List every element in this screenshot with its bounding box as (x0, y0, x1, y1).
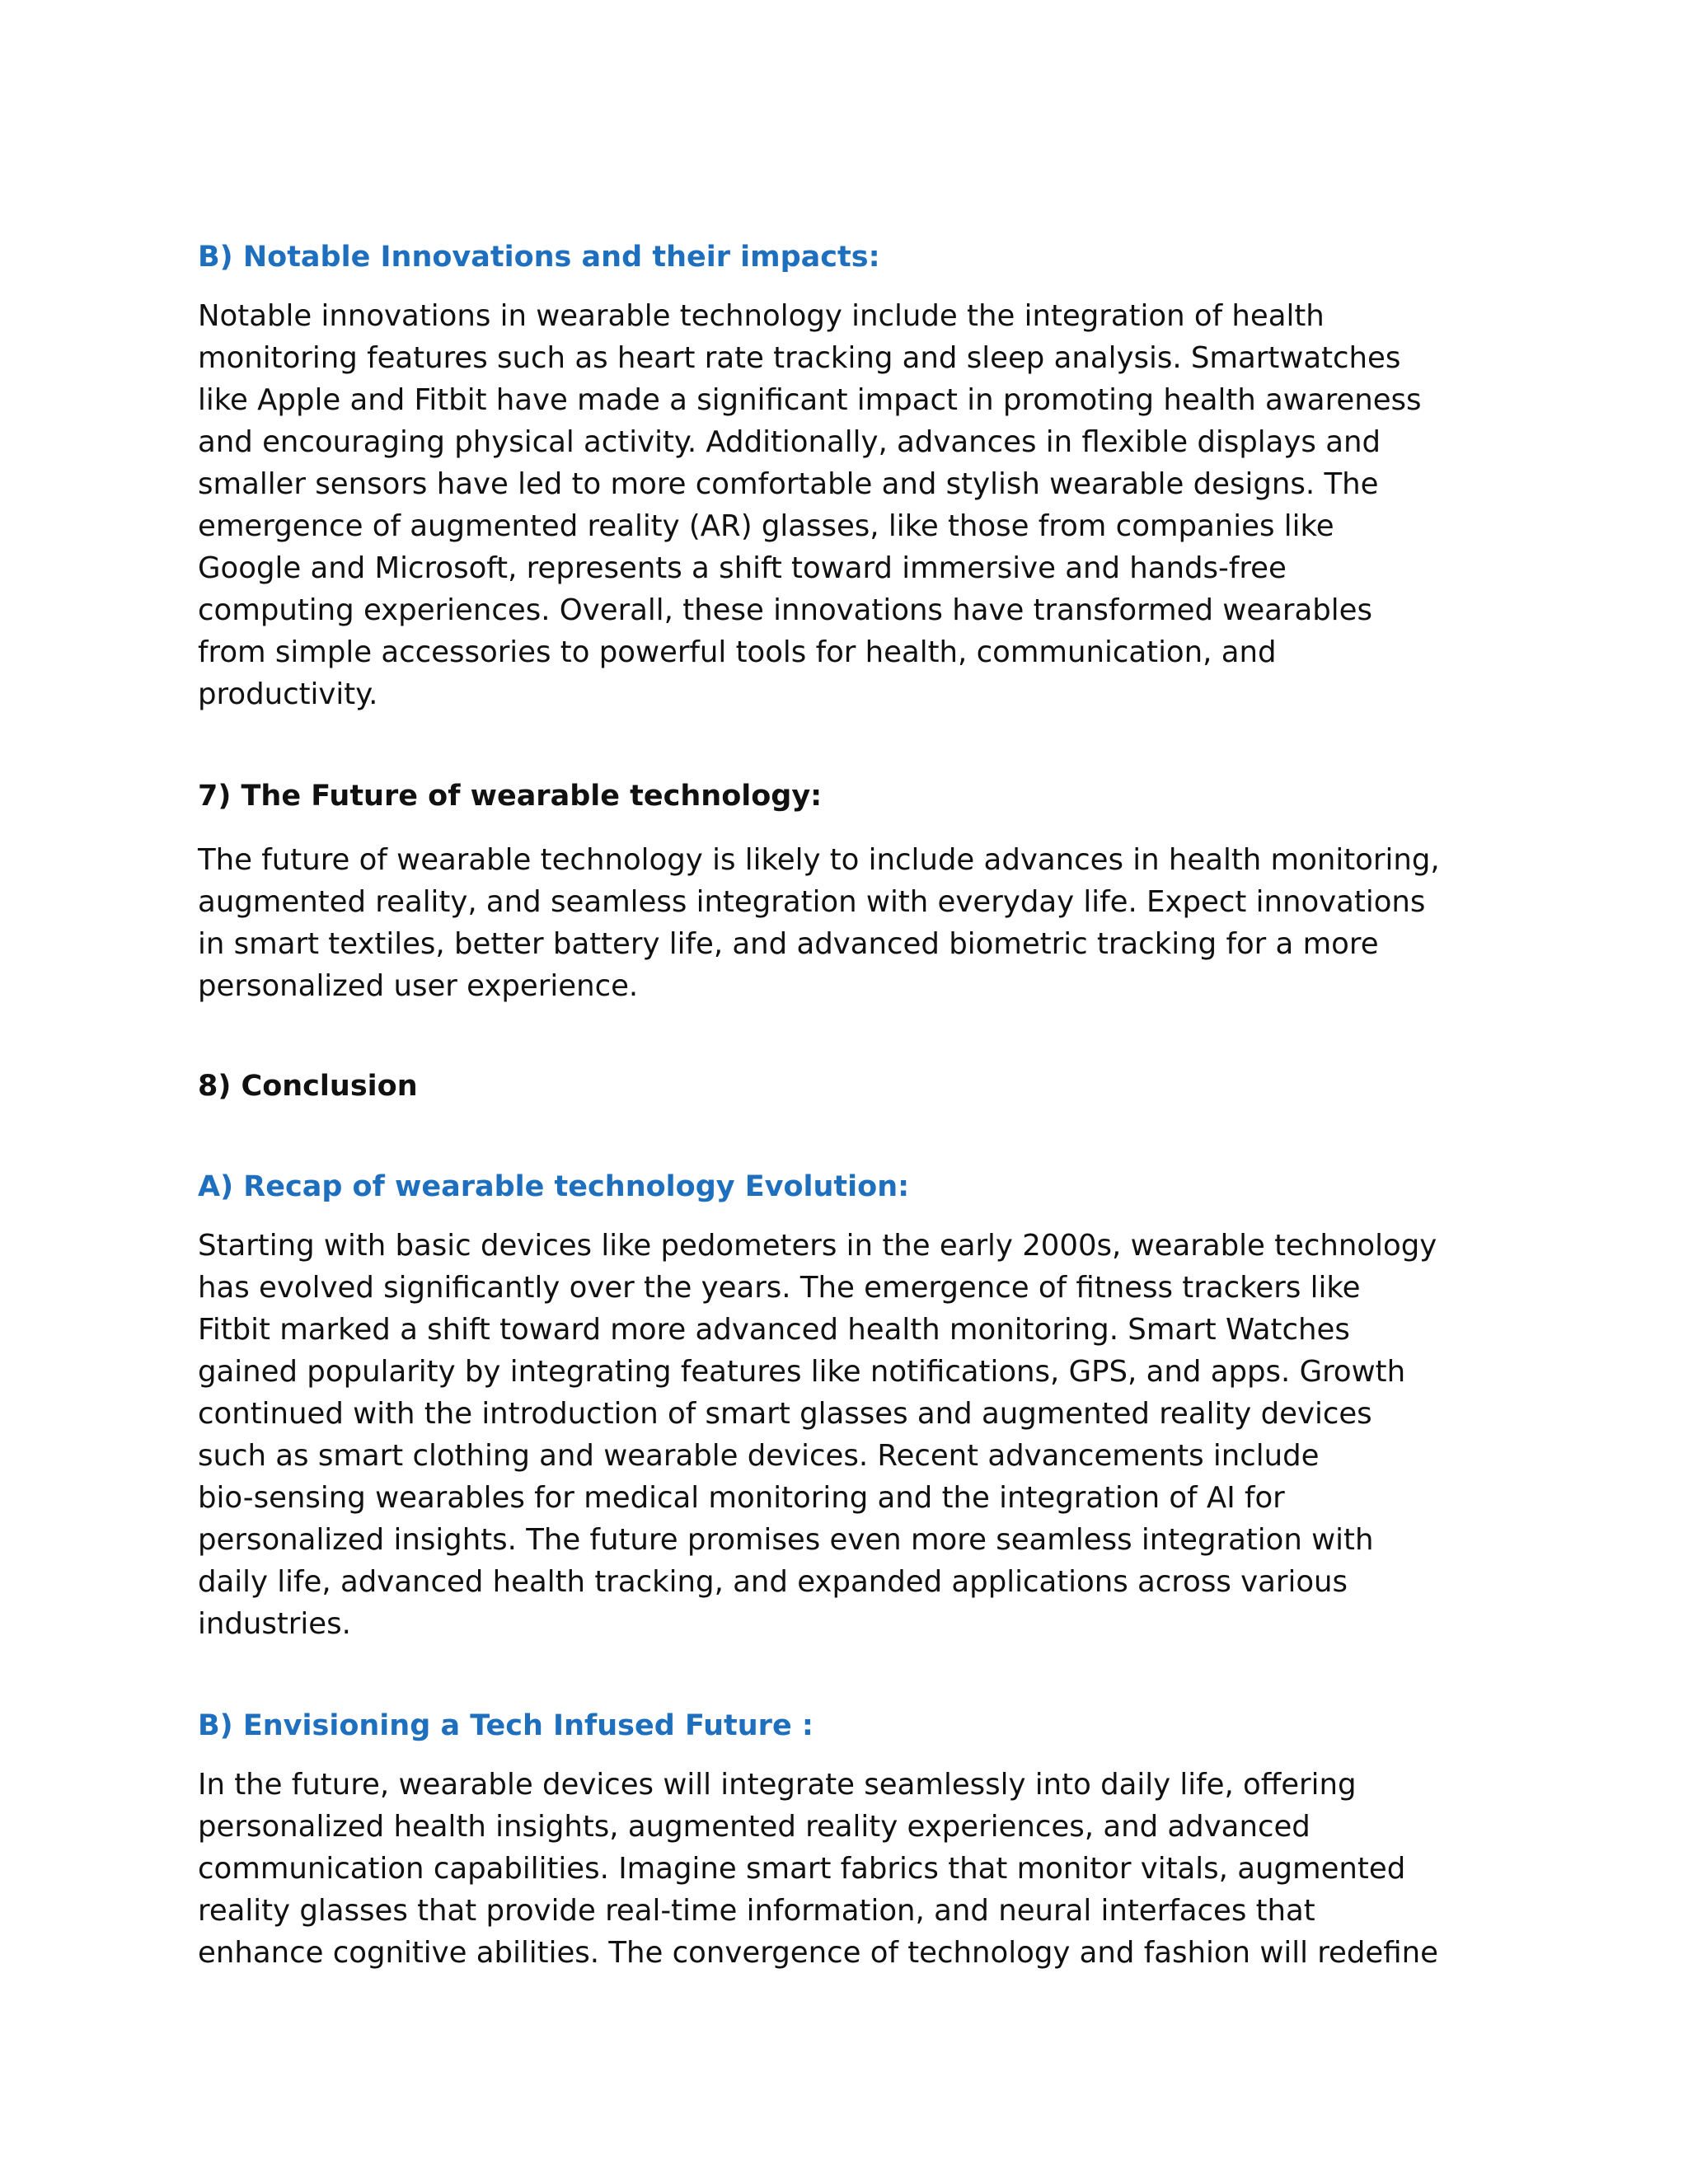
text-line: from simple accessories to powerful tools for health, communication, and (198, 635, 1277, 669)
text-line: such as smart clothing and wearable devices. Recent advancements include (198, 1439, 1320, 1473)
text-line: industries. (198, 1607, 351, 1641)
section-heading: 8) Conclusion (198, 1070, 418, 1103)
text-line: personalized insights. The future promises even more seamless integration with (198, 1523, 1374, 1557)
text-line: augmented reality, and seamless integration with everyday life. Expect innovations (198, 885, 1426, 919)
text-line: daily life, advanced health tracking, and expanded applications across various (198, 1565, 1348, 1599)
text-line: productivity. (198, 677, 378, 711)
text-line: gained popularity by integrating features like notifications, GPS, and apps. Growth (198, 1355, 1406, 1389)
text-line: smaller sensors have led to more comfortable and stylish wearable designs. The (198, 467, 1379, 501)
paragraph-recap (198, 1225, 1533, 1645)
text-line: In the future, wearable devices will integrate seamlessly into daily life, offering (198, 1768, 1357, 1802)
text-line: The future of wearable technology is likely to include advances in health monitoring, (198, 843, 1440, 877)
section-heading: 7) The Future of wearable technology: (198, 780, 823, 813)
text-line: Starting with basic devices like pedometers in the early 2000s, wearable technology (198, 1229, 1437, 1263)
section-heading: B) Envisioning a Tech Infused Future : (198, 1709, 814, 1742)
text-line: and encouraging physical activity. Additionally, advances in flexible displays and (198, 425, 1381, 459)
section-conclusion (198, 1068, 1533, 1104)
text-line: bio-sensing wearables for medical monitoring and the integration of AI for (198, 1481, 1285, 1515)
section-envisioning (198, 1708, 1533, 1744)
text-line: in smart textiles, better battery life, and advanced biometric tracking for a more (198, 927, 1379, 961)
paragraph-notable-innovations (198, 295, 1533, 715)
section-heading: B) Notable Innovations and their impacts: (198, 241, 880, 274)
text-line: personalized health insights, augmented reality experiences, and advanced (198, 1810, 1311, 1844)
text-line: communication capabilities. Imagine smart fabrics that monitor vitals, augmented (198, 1852, 1406, 1886)
text-line: like Apple and Fitbit have made a significant impact in promoting health awareness (198, 383, 1422, 417)
text-line: computing experiences. Overall, these innovations have transformed wearables (198, 593, 1373, 627)
section-notable-innovations (198, 239, 1533, 275)
text-line: Google and Microsoft, represents a shift toward immersive and hands-free (198, 551, 1287, 585)
text-line: continued with the introduction of smart glasses and augmented reality devices (198, 1397, 1372, 1431)
section-recap (198, 1169, 1533, 1205)
text-line: reality glasses that provide real-time information, and neural interfaces that (198, 1894, 1315, 1928)
text-line: monitoring features such as heart rate tracking and sleep analysis. Smartwatches (198, 341, 1401, 375)
text-line: personalized user experience. (198, 969, 639, 1003)
text-line: Fitbit marked a shift toward more advanced health monitoring. Smart Watches (198, 1313, 1350, 1347)
text-line: has evolved significantly over the years. The emergence of fitness trackers like (198, 1271, 1361, 1305)
section-heading: A) Recap of wearable technology Evolution: (198, 1170, 910, 1203)
text-line: Notable innovations in wearable technology include the integration of health (198, 299, 1325, 333)
section-future (198, 778, 1533, 814)
text-line: enhance cognitive abilities. The convergence of technology and fashion will redefine (198, 1936, 1438, 1970)
text-line: emergence of augmented reality (AR) glasses, like those from companies like (198, 509, 1334, 543)
paragraph-envisioning (198, 1764, 1533, 1974)
paragraph-future (198, 839, 1533, 1007)
